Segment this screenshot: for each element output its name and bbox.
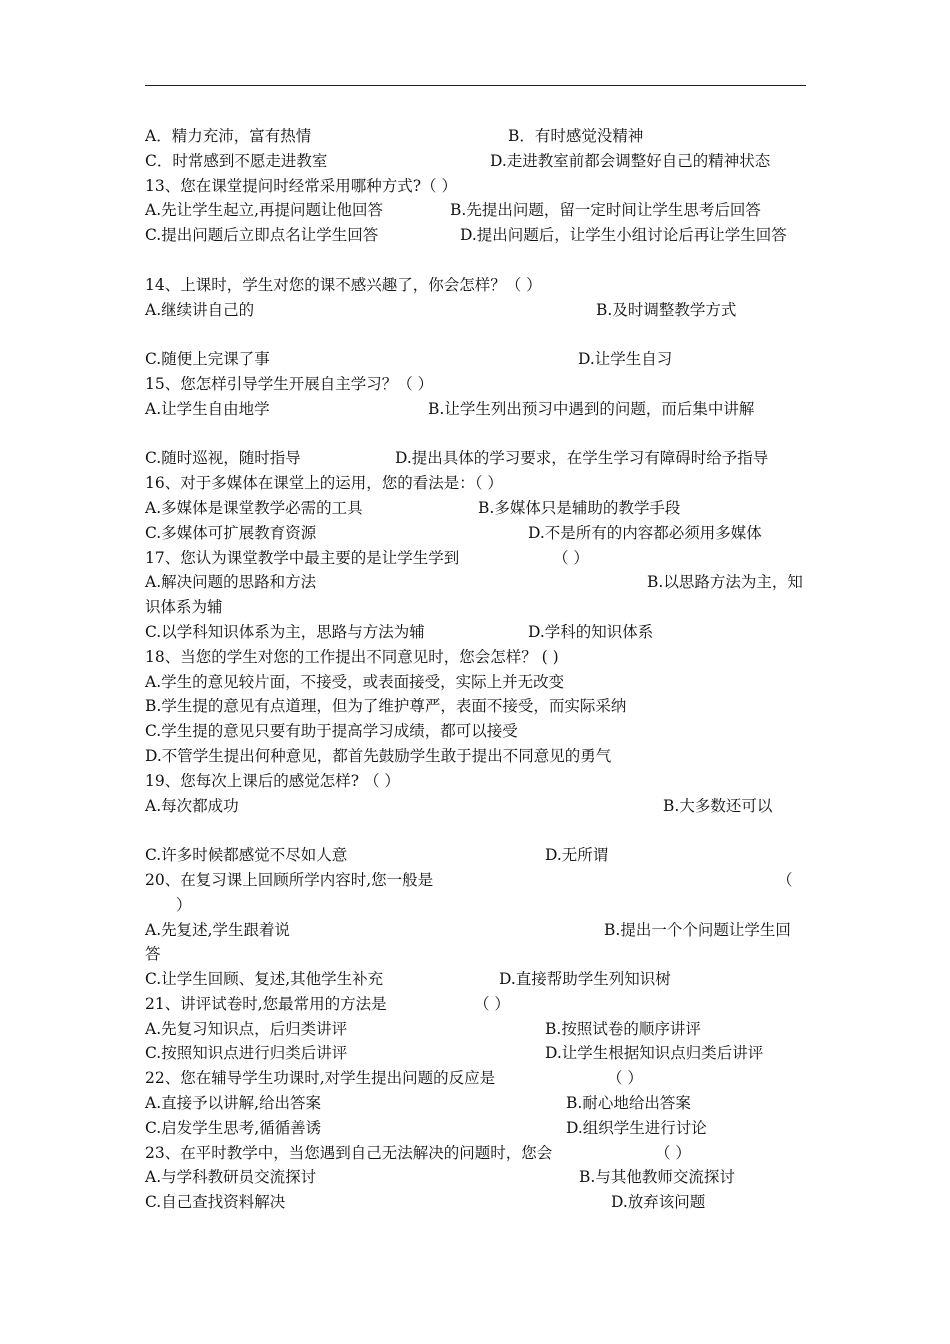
q20-answer-paren-close-row (145, 893, 807, 918)
q19-option-d: D.无所谓 (545, 846, 609, 865)
q22-option-c: C.启发学生思考,循循善诱 (145, 1118, 322, 1137)
q14-options-row-2 (145, 347, 807, 372)
q17-stem-row (145, 546, 807, 571)
q14-option-c: C.随便上完课了事 (145, 350, 270, 369)
q21-option-a: A.先复习知识点，后归类讲评 (145, 1019, 348, 1038)
q23-option-d: D.放弃该问题 (611, 1193, 706, 1212)
q21-answer-paren: （ ） (474, 994, 510, 1013)
q16-option-b: B.多媒体只是辅助的教学手段 (478, 498, 681, 517)
q21-stem: 21、讲评试卷时,您最常用的方法是 (145, 994, 387, 1013)
q20-options-row-2 (145, 967, 807, 992)
q19-option-b: B.大多数还可以 (663, 796, 773, 815)
q13-option-d: D.提出问题后，让学生小组讨论后再让学生回答 (460, 226, 787, 245)
q14-stem: 14、上课时，学生对您的课不感兴趣了，你会怎样？（ ） (145, 275, 542, 294)
q12-option-a: A．精力充沛，富有热情 (145, 127, 312, 145)
q17-stem: 17、您认为课堂教学中最主要的是让学生学到 (145, 548, 460, 567)
q18-option-a: A.学生的意见较片面，不接受，或表面接受，实际上并无改变 (145, 672, 565, 691)
q16-option-c: C.多媒体可扩展教育资源 (145, 523, 317, 542)
q16-option-d: D.不是所有的内容都必须用多媒体 (528, 523, 762, 542)
q20-stem: 20、在复习课上回顾所学内容时,您一般是 (145, 870, 434, 889)
q14-option-a: A.继续讲自己的 (145, 300, 255, 319)
q17-option-d: D.学科的知识体系 (528, 622, 654, 641)
q17-options-row-2 (145, 620, 807, 645)
q21-option-c: C.按照知识点进行归类后讲评 (145, 1044, 348, 1063)
q17-answer-paren: （ ） (553, 548, 589, 567)
q15-option-a: A.让学生自由地学 (145, 399, 270, 418)
q20-stem-row (145, 868, 807, 893)
q20-answer-paren-close: ） (176, 895, 192, 914)
q12-options-row-1 (145, 124, 807, 149)
q22-stem-row (145, 1066, 807, 1091)
q22-option-b: B.耐心地给出答案 (566, 1094, 691, 1113)
q23-options-row-2 (145, 1190, 807, 1215)
q19-options-row-1 (145, 794, 807, 819)
q12-option-b: B．有时感觉没精神 (508, 127, 644, 145)
spacer (145, 818, 807, 843)
q14-option-b: B.及时调整教学方式 (596, 300, 737, 319)
q22-stem: 22、您在辅导学生功课时,对学生提出问题的反应是 (145, 1069, 496, 1088)
q13-option-a: A.先让学生起立,再提问题让他回答 (145, 201, 384, 220)
q23-options-row-1 (145, 1165, 807, 1190)
q13-stem: 13、您在课堂提问时经常采用哪种方式?（ ） (145, 176, 457, 195)
q23-option-c: C.自己查找资料解决 (145, 1193, 286, 1212)
q21-options-row-1 (145, 1017, 807, 1042)
q17-option-c: C.以学科知识体系为主，思路与方法为辅 (145, 622, 425, 641)
q20-option-d: D.直接帮助学生列知识树 (499, 970, 671, 989)
q20-option-a: A.先复述,学生跟着说 (145, 920, 291, 939)
q18-stem: 18、当您的学生对您的工作提出不同意见时，您会怎样？ ( ) (145, 647, 559, 666)
q23-option-b: B.与其他教师交流探讨 (579, 1168, 735, 1187)
q16-options-row-1 (145, 496, 807, 521)
q18-option-d: D.不管学生提出何种意见，都首先鼓励学生敢于提出不同意见的勇气 (145, 746, 612, 765)
q23-stem: 23、在平时教学中，当您遇到自己无法解决的问题时，您会 (145, 1143, 553, 1162)
q19-option-a: A.每次都成功 (145, 796, 239, 815)
q21-option-b: B.按照试卷的顺序讲评 (545, 1019, 701, 1038)
q19-stem: 19、您每次上课后的感觉怎样? （ ） (145, 771, 400, 790)
q15-options-row-2 (145, 446, 807, 471)
q21-options-row-2 (145, 1041, 807, 1066)
q20-option-b: B.提出一个个问题让学生回 (604, 920, 791, 939)
q13-option-b: B.先提出问题，留一定时间让学生思考后回答 (450, 201, 761, 220)
q19-options-row-2 (145, 843, 807, 868)
q20-answer-paren-open: （ (777, 870, 793, 889)
q13-option-c: C.提出问题后立即点名让学生回答 (145, 226, 379, 245)
spacer (145, 422, 807, 447)
q20-options-row-1 (145, 918, 807, 943)
q14-options-row-1 (145, 298, 807, 323)
q20-option-c: C.让学生回顾、复述,其他学生补充 (145, 970, 384, 989)
spacer (145, 322, 807, 347)
q22-option-d: D.组织学生进行讨论 (566, 1118, 707, 1137)
q22-option-a: A.直接予以讲解,给出答案 (145, 1094, 322, 1113)
q18-option-b: B.学生提的意见有点道理，但为了维护尊严，表面不接受，而实际采纳 (145, 697, 627, 716)
q17-option-b-continued: 识体系为辅 (145, 598, 223, 617)
q15-option-c: C.随时巡视，随时指导 (145, 449, 301, 468)
q22-answer-paren: （ ） (607, 1069, 643, 1088)
q13-options-row-1 (145, 198, 807, 223)
q13-options-row-2 (145, 223, 807, 248)
q20-option-b-continued: 答 (145, 945, 161, 964)
q15-stem: 15、您怎样引导学生开展自主学习？（ ） (145, 374, 434, 393)
q19-option-c: C.许多时候都感觉不尽如人意 (145, 846, 348, 865)
q17-options-row-1 (145, 570, 807, 595)
q18-option-c: C.学生提的意见只要有助于提高学习成绩，都可以接受 (145, 722, 518, 741)
q16-options-row-2 (145, 521, 807, 546)
q17-option-a: A.解决问题的思路和方法 (145, 573, 317, 592)
q23-stem-row (145, 1141, 807, 1166)
questionnaire-body (145, 124, 807, 1215)
spacer (145, 248, 807, 273)
q23-option-a: A.与学科教研员交流探讨 (145, 1168, 317, 1187)
q17-option-b: B.以思路方法为主，知 (647, 573, 803, 592)
q22-options-row-2 (145, 1116, 807, 1141)
q21-stem-row (145, 992, 807, 1017)
q16-stem: 16、对于多媒体在课堂上的运用，您的看法是：（ ） (145, 474, 503, 493)
header-rule (145, 85, 806, 86)
q15-option-d: D.提出具体的学习要求，在学生学习有障碍时给予指导 (395, 449, 769, 468)
q12-option-d: D.走进教室前都会调整好自己的精神状态 (490, 151, 771, 170)
q12-options-row-2 (145, 149, 807, 174)
q21-option-d: D.让学生根据知识点归类后讲评 (545, 1044, 764, 1063)
q12-option-c: C．时常感到不愿走进教室 (145, 151, 328, 170)
q14-option-d: D.让学生自习 (578, 350, 673, 369)
q16-option-a: A.多媒体是课堂教学必需的工具 (145, 498, 363, 517)
q22-options-row-1 (145, 1091, 807, 1116)
q15-option-b: B.让学生列出预习中遇到的问题，而后集中讲解 (428, 399, 755, 418)
q15-options-row-1 (145, 397, 807, 422)
q23-answer-paren: （ ） (655, 1143, 691, 1162)
